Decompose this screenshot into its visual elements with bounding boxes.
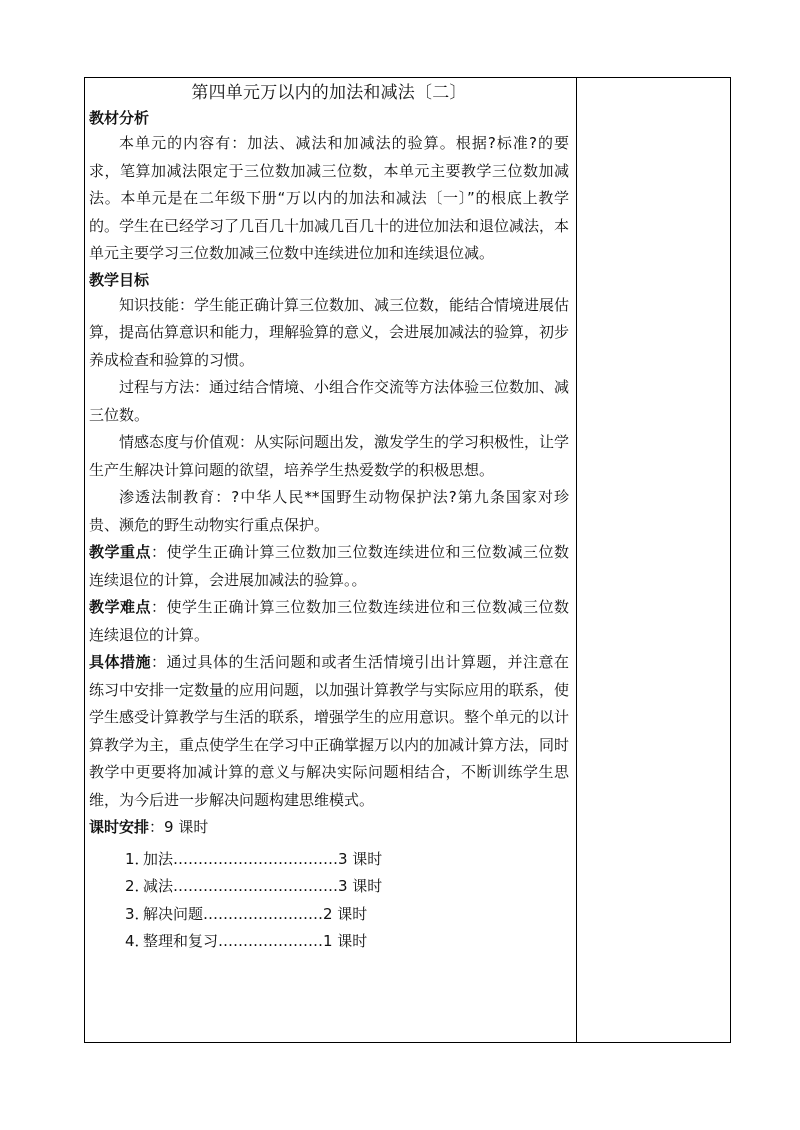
schedule-item-text: 减法……………………………3 课时 [143, 877, 383, 895]
list-item [89, 928, 569, 956]
schedule-label: 课时安排 [89, 818, 150, 836]
document-table [84, 77, 731, 1043]
key-points-text: ：使学生正确计算三位数加三位数连续进位和三位数减三位数连续退位的计算，会进展加减法的验算。。 [89, 543, 569, 589]
schedule-item-number: 2． [125, 877, 150, 895]
schedule-summary [89, 814, 569, 842]
goal-knowledge: 知识技能：学生能正确计算三位数加、减三位数，能结合情境进展估算，提高估算意识和能力，理解验算的意义，会进展加减法的验算，初步养成检查和验算的习惯。 [89, 295, 570, 369]
difficulties-text: ：使学生正确计算三位数加三位数连续进位和三位数减三位数连续退位的计算。 [89, 598, 569, 644]
measures [89, 649, 569, 814]
schedule-item-number: 4． [125, 932, 150, 950]
goal-emotion: 情感态度与价值观：从实际问题出发，激发学生的学习积极性，让学生产生解决计算问题的欲望，培养学生热爱数学的积极思想。 [89, 433, 570, 479]
list-item [89, 901, 569, 929]
schedule-item-number: 1． [125, 849, 150, 868]
difficulties [89, 594, 569, 649]
key-points [89, 539, 569, 594]
page-title: 第四单元万以内的加法和减法〔二〕 [191, 83, 467, 103]
measures-label: 具体措施 [89, 653, 151, 671]
schedule-item-text: 加法……………………………3 课时 [143, 849, 383, 868]
measures-text: ：通过具体的生活问题和或者生活情境引出计算题，并注意在练习中安排一定数量的应用问题，以加强计算教学与实际应用的联系，使学生感受计算教学与生活的联系，增强学生的应用意识。整个单元的以计算教学为主，重点使学生在学习中正确掌握万以内的加减计算方法，同时教学中更要将加减计算的意义与解决实际问题相结合，不断训练学生思维，为今后进一步解决问题构建思维模式。 [89, 653, 570, 809]
list-item [89, 846, 569, 874]
section-heading-goals: 教学目标 [89, 270, 150, 289]
main-cell [89, 78, 569, 956]
schedule-item-number: 3． [125, 904, 150, 923]
analysis-paragraph: 本单元的内容有：加法、减法和加减法的验算。根据?标准?的要求，笔算加减法限定于三位数加减三位数，本单元主要教学三位数加减法。本单元是在二年级下册“万以内的加法和减法〔一〕”的根底上教学的。学生在已经学习了几百几十加减几百几十的进位加法和退位减法，本单元主要学习三位数加减三位数中连续进位加和连续退位减。 [89, 134, 570, 262]
key-points-label: 教学重点 [89, 543, 151, 561]
section-heading-analysis: 教材分析 [89, 109, 150, 127]
schedule-total: ：9 课时 [149, 818, 209, 836]
schedule-list [89, 846, 569, 956]
schedule-item-text: 整理和复习…………………1 课时 [143, 932, 368, 950]
schedule-item-text: 解决问题……………………2 课时 [143, 904, 368, 923]
column-divider [576, 78, 577, 1042]
goal-law: 渗透法制教育：?中华人民**国野生动物保护法?第九条国家对珍贵、濒危的野生动物实行重点保护。 [89, 488, 569, 534]
list-item [89, 873, 569, 901]
difficulties-label: 教学难点 [89, 598, 151, 616]
goal-process: 过程与方法：通过结合情境、小组合作交流等方法体验三位数加、减三位数。 [89, 378, 570, 424]
